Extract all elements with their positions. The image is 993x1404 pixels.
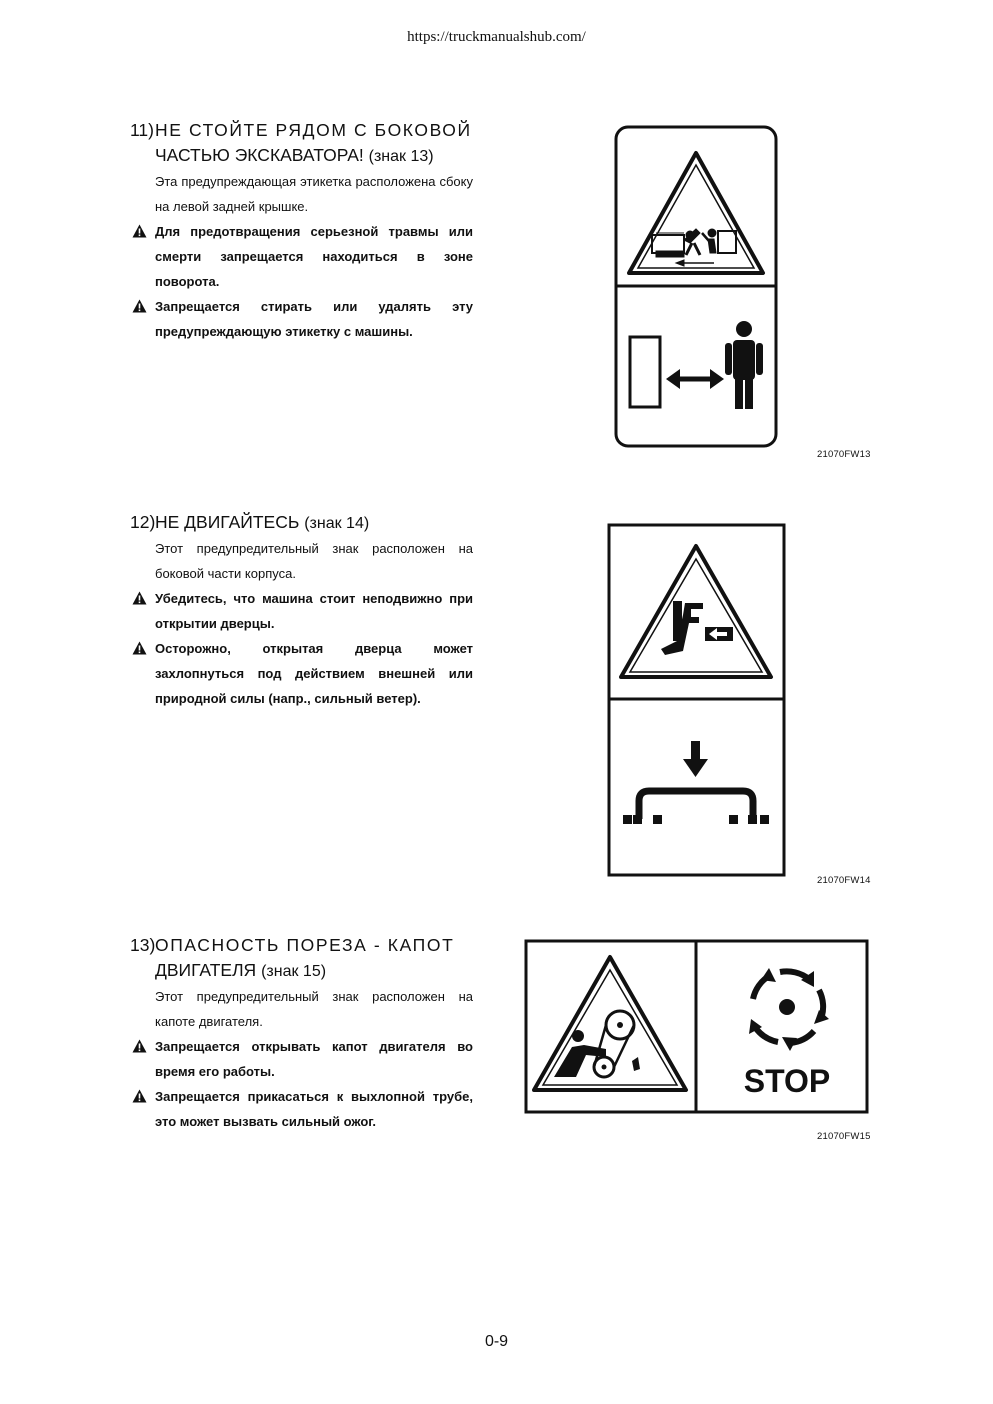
title-line-1: НЕ СТОЙТЕ РЯДОМ С БОКОВОЙ [155, 120, 472, 140]
section-title [130, 118, 473, 169]
source-url[interactable]: https://truckmanualshub.com/ [407, 29, 586, 45]
stop-label: STOP [743, 1063, 831, 1099]
warning-item: Запрещается стирать или удалять эту предупреждающую этикетку с машины. [130, 294, 473, 344]
section-11 [130, 118, 473, 344]
warning-item: Убедитесь, что машина стоит неподвижно при открытии дверцы. [130, 586, 473, 636]
warning-item: Запрещается прикасаться к выхлопной трубе, это может вызвать сильный ожог. [130, 1084, 473, 1134]
warning-triangle-icon [132, 1039, 147, 1053]
warning-item: Для предотвращения серьезной травмы или смерти запрещается находиться в зоне поворота. [130, 219, 473, 294]
warning-triangle-icon [132, 1089, 147, 1103]
belt-cutting-hazard-sign [524, 939, 870, 1115]
title-line-2: ДВИГАТЕЛЯ [155, 960, 257, 980]
figure-code: 21070FW14 [817, 875, 871, 886]
sign-ref: (знак 13) [368, 148, 434, 165]
warning-triangle-icon [132, 224, 147, 238]
warning-item: Запрещается открывать капот двигателя во время его работы. [130, 1034, 473, 1084]
section-description: Эта предупреждающая этикетка расположена сбоку на левой задней крышке. [155, 174, 473, 214]
title-line-2: ЧАСТЬЮ ЭКСКАВАТОРА! [155, 145, 364, 165]
title-line-1: НЕ ДВИГАЙТЕСЬ [155, 512, 300, 532]
page-number: 0-9 [484, 1333, 509, 1350]
sign-ref: (знак 15) [261, 963, 327, 980]
warning-triangle-icon [132, 299, 147, 313]
warning-triangle-icon [132, 641, 147, 655]
swing-zone-warning-sign [614, 125, 780, 450]
sign-ref: (знак 14) [304, 515, 370, 532]
title-line-1: ОПАСНОСТЬ ПОРЕЗА - КАПОТ [155, 935, 455, 955]
section-description: Этот предупредительный знак расположен на капоте двигателя. [155, 989, 473, 1029]
section-number: 11) [130, 120, 154, 140]
warning-triangle-icon [132, 591, 147, 605]
warning-item: Осторожно, открытая дверца может захлопнуться под действием внешней или природной силы (напр., сильный ветер). [130, 636, 473, 711]
section-12 [130, 510, 473, 711]
figure-code: 21070FW13 [817, 449, 871, 460]
section-title [130, 933, 473, 984]
section-number: 12) [130, 512, 156, 532]
section-13 [130, 933, 473, 1134]
door-crush-warning-sign [607, 523, 787, 878]
section-title [130, 510, 473, 536]
section-description: Этот предупредительный знак расположен на боковой части корпуса. [155, 541, 473, 581]
section-number: 13) [130, 935, 156, 955]
figure-code: 21070FW15 [817, 1131, 871, 1142]
